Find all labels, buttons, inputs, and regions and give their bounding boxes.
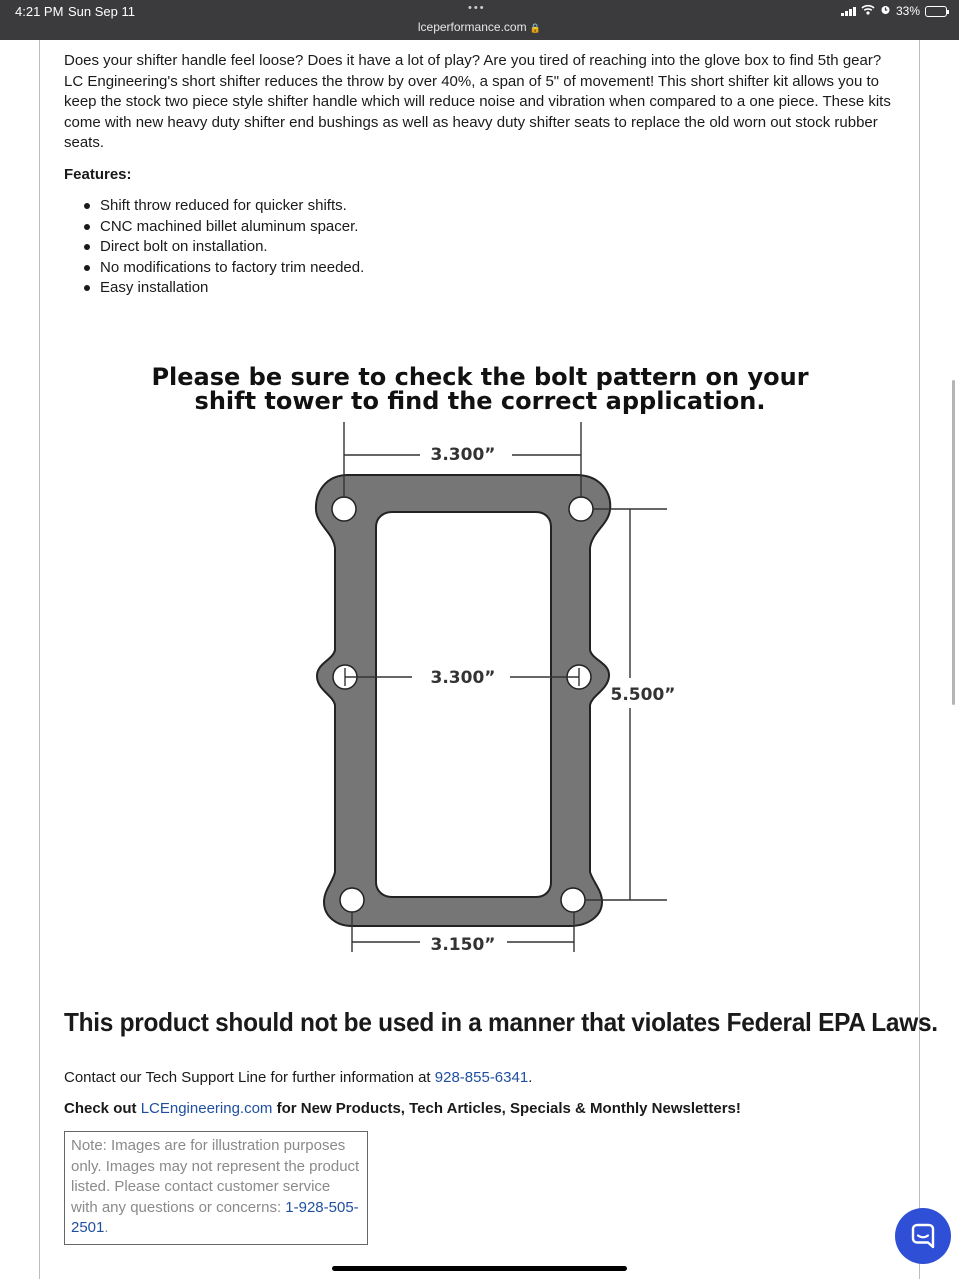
- note-text: Note: Images are for illustration purposes only. Images may not represent the product listed. Please contact customer service with any questions or concerns:: [71, 1137, 360, 1216]
- list-item: Direct bolt on installation.: [100, 237, 364, 258]
- scrollbar[interactable]: [952, 380, 955, 705]
- list-item: No modifications to factory trim needed.: [100, 258, 364, 279]
- list-item: Easy installation: [100, 278, 364, 299]
- note-suffix: .: [104, 1219, 109, 1237]
- contact-suffix: .: [528, 1069, 533, 1086]
- bolt-hole: [569, 497, 593, 521]
- product-description: Does your shifter handle feel loose? Does it have a lot of play? Are you tired of reaching into the glove box to find 5th gear? LC Engineering's short shifter reduces the throw by over 40%, a span of 5" of movement! This short shifter kit allows you to keep the stock two piece style shifter handle which will reduce noise and vibration when compared to a one piece. These kits come with new heavy duty shifter end bushings as well as heavy duty shifter seats to replace the old worn out stock rubber seats.: [64, 52, 891, 152]
- bolt-pattern-diagram: [130, 360, 830, 970]
- features-list: [100, 196, 364, 299]
- dimension-top-label: 3.300”: [430, 445, 496, 465]
- status-date: Sun Sep 11: [68, 4, 135, 19]
- dimension-middle-label: 3.300”: [430, 668, 496, 688]
- customer-service-phone-link[interactable]: 1-928-505-2501: [71, 1198, 359, 1237]
- bolt-hole: [332, 497, 356, 521]
- chat-button[interactable]: [895, 1208, 951, 1264]
- epa-warning: This product should not be used in a manner that violates Federal EPA Laws.: [64, 1007, 938, 1037]
- alarm-icon: [880, 4, 891, 18]
- illustration-note: [64, 1131, 368, 1245]
- diagram-title-line2: shift tower to find the correct application.: [194, 387, 766, 415]
- dimension-side-label: 5.500”: [610, 685, 676, 705]
- battery-percent: 33%: [895, 4, 920, 18]
- url-text: lceperformance.com: [417, 20, 527, 34]
- bolt-hole: [561, 888, 585, 912]
- dimension-bottom-label: 3.150”: [430, 935, 496, 955]
- contact-prefix: Contact our Tech Support Line for further information at: [64, 1069, 435, 1086]
- checkout-suffix: for New Products, Tech Articles, Specials & Monthly Newsletters!: [272, 1100, 741, 1117]
- status-indicators: [841, 4, 947, 18]
- signal-icon: [841, 6, 856, 16]
- wifi-icon: [861, 4, 875, 18]
- checkout-prefix: Check out: [64, 1100, 141, 1117]
- tech-support-phone-link[interactable]: 928-855-6341: [434, 1069, 529, 1086]
- checkout-line: [64, 1100, 741, 1117]
- status-time: 4:21 PM: [15, 4, 64, 19]
- list-item: Shift throw reduced for quicker shifts.: [100, 196, 364, 217]
- lcengineering-link[interactable]: LCEngineering.com: [140, 1100, 273, 1117]
- more-dots-icon[interactable]: •••: [468, 2, 486, 14]
- bolt-hole: [340, 888, 364, 912]
- list-item: CNC machined billet aluminum spacer.: [100, 217, 364, 238]
- lock-icon: 🔒: [529, 23, 542, 33]
- gasket-shape: [316, 475, 610, 926]
- features-heading: Features:: [64, 166, 132, 183]
- status-bar: [0, 0, 959, 40]
- chat-bubble-icon: [908, 1221, 938, 1251]
- contact-line: [64, 1069, 532, 1086]
- address-bar[interactable]: [0, 20, 959, 34]
- diagram-title-line1: Please be sure to check the bolt pattern on your: [151, 363, 809, 391]
- battery-icon: [925, 6, 947, 17]
- home-indicator[interactable]: [332, 1266, 627, 1271]
